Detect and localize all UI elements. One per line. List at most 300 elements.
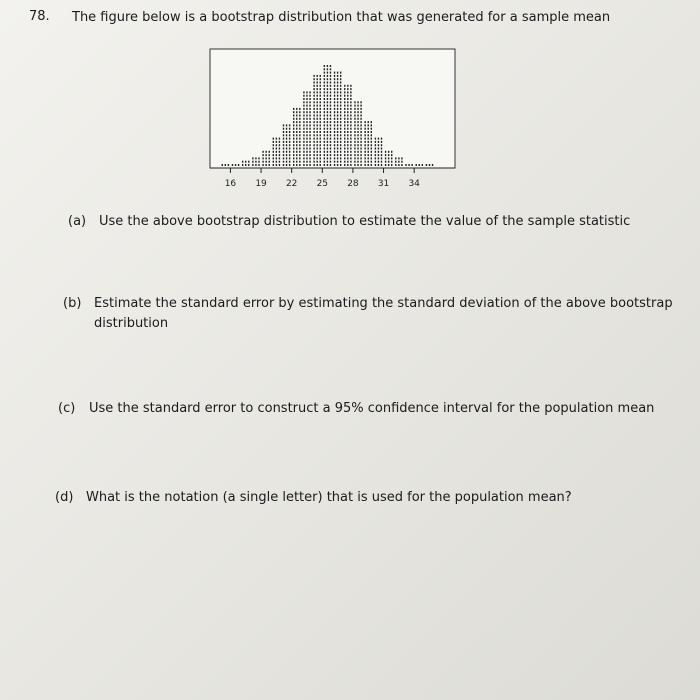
dot-21.5-0-9 [283, 134, 284, 136]
dot-22.5-1-2 [296, 157, 297, 159]
dot-28.5-1-19 [357, 101, 358, 103]
dot-30.5-1-8 [378, 138, 379, 140]
dot-20.5-1-1 [276, 161, 277, 163]
dot-23.5-1-10 [306, 131, 307, 133]
dot-27.5-1-3 [347, 154, 348, 156]
dot-25.5-2-2 [330, 157, 331, 159]
dot-32.5-0-2 [395, 157, 396, 159]
dot-23.5-2-22 [309, 91, 310, 93]
dot-25.5-2-11 [330, 128, 331, 130]
dot-28.5-0-8 [354, 138, 355, 140]
dot-24.5-1-9 [316, 134, 317, 136]
dot-28.5-0-11 [354, 128, 355, 130]
dot-29.5-2-9 [371, 134, 372, 136]
dot-24.5-0-27 [313, 75, 314, 77]
dot-30.5-2-5 [381, 148, 382, 150]
dot-24.5-1-20 [316, 98, 317, 100]
dot-24.5-1-10 [316, 131, 317, 133]
dot-22.5-2-4 [299, 151, 300, 153]
dot-25.5-2-5 [330, 148, 331, 150]
dot-29.5-0-11 [364, 128, 365, 130]
dot-22.5-0-4 [293, 151, 294, 153]
dot-23.5-0-0 [303, 164, 304, 166]
dot-25.5-2-10 [330, 131, 331, 133]
dot-32.5-2-1 [401, 161, 402, 163]
dot-27.5-1-16 [347, 111, 348, 113]
dot-27.5-0-5 [344, 148, 345, 150]
dot-23.5-1-13 [306, 121, 307, 123]
dot-24.5-0-23 [313, 88, 314, 90]
dot-30.5-0-0 [375, 164, 376, 166]
dot-26.5-0-20 [334, 98, 335, 100]
dot-21.5-2-9 [289, 134, 290, 136]
dot-24.5-2-1 [320, 161, 321, 163]
dot-23.5-0-21 [303, 95, 304, 97]
dot-27.5-0-24 [344, 85, 345, 87]
dot-26.5-0-25 [334, 82, 335, 84]
dot-27.5-0-1 [344, 161, 345, 163]
dot-18.5-0-2 [252, 157, 253, 159]
dot-23.5-2-1 [309, 161, 310, 163]
dot-29.5-2-3 [371, 154, 372, 156]
dot-25.5-1-29 [327, 68, 328, 70]
dot-22.5-1-1 [296, 161, 297, 163]
dot-27.5-1-4 [347, 151, 348, 153]
dot-31.5-2-3 [391, 154, 392, 156]
dot-31.5-2-4 [391, 151, 392, 153]
dot-25.5-1-22 [327, 91, 328, 93]
dot-25.5-1-7 [327, 141, 328, 143]
dot-27.5-1-24 [347, 85, 348, 87]
dot-22.5-1-17 [296, 108, 297, 110]
dot-24.5-1-17 [316, 108, 317, 110]
dot-23.5-1-5 [306, 148, 307, 150]
dot-25.5-0-27 [324, 75, 325, 77]
dot-26.5-2-21 [340, 95, 341, 97]
dot-19.5-1-2 [265, 157, 266, 159]
dot-22.5-2-17 [299, 108, 300, 110]
dot-21.5-2-8 [289, 138, 290, 140]
dot-28.5-1-17 [357, 108, 358, 110]
dot-18.5-1-1 [255, 161, 256, 163]
part-a-label: (a) [68, 214, 87, 229]
dot-24.5-2-5 [320, 148, 321, 150]
dot-30.5-0-8 [375, 138, 376, 140]
dot-25.5-0-5 [324, 148, 325, 150]
dot-24.5-2-0 [320, 164, 321, 166]
dot-23.5-1-4 [306, 151, 307, 153]
dot-29.5-0-2 [364, 157, 365, 159]
dot-22.5-0-11 [293, 128, 294, 130]
dot-23.5-1-17 [306, 108, 307, 110]
dot-32.5-2-2 [401, 157, 402, 159]
dot-32.5-0-0 [395, 164, 396, 166]
dot-21.5-0-11 [283, 128, 284, 130]
dot-26.5-1-21 [337, 95, 338, 97]
dot-26.5-2-9 [340, 134, 341, 136]
dot-21.5-0-5 [283, 148, 284, 150]
dot-24.5-2-12 [320, 124, 321, 126]
dot-25.5-1-24 [327, 85, 328, 87]
dot-28.5-0-7 [354, 141, 355, 143]
dot-22.5-1-6 [296, 144, 297, 146]
dot-26.5-0-18 [334, 105, 335, 107]
dot-26.5-2-20 [340, 98, 341, 100]
dot-18.5-0-1 [252, 161, 253, 163]
dot-29.5-2-11 [371, 128, 372, 130]
dot-26.5-1-25 [337, 82, 338, 84]
dot-25.5-1-27 [327, 75, 328, 77]
dot-24.5-1-26 [316, 78, 317, 80]
dot-26.5-0-1 [334, 161, 335, 163]
dot-25.5-0-30 [324, 65, 325, 67]
dot-24.5-1-0 [316, 164, 317, 166]
dot-23.5-2-9 [309, 134, 310, 136]
dot-25.5-0-6 [324, 144, 325, 146]
dot-30.5-2-1 [381, 161, 382, 163]
dot-22.5-0-5 [293, 148, 294, 150]
dot-26.5-1-26 [337, 78, 338, 80]
part-a-text: Use the above bootstrap distribution to estimate the value of the sample statistic [99, 214, 631, 229]
dot-21.5-1-10 [286, 131, 287, 133]
dot-26.5-0-23 [334, 88, 335, 90]
dot-24.5-1-2 [316, 157, 317, 159]
dot-26.5-2-11 [340, 128, 341, 130]
dot-25.5-0-15 [324, 115, 325, 117]
dot-28.5-2-10 [360, 131, 361, 133]
dot-30.5-2-8 [381, 138, 382, 140]
dot-28.5-1-13 [357, 121, 358, 123]
dot-26.5-2-14 [340, 118, 341, 120]
dot-21.5-1-8 [286, 138, 287, 140]
dot-28.5-0-12 [354, 124, 355, 126]
dot-29.5-0-13 [364, 121, 365, 123]
dot-25.5-2-19 [330, 101, 331, 103]
dot-24.5-1-22 [316, 91, 317, 93]
dot-28.5-0-17 [354, 108, 355, 110]
dot-25.5-0-0 [324, 164, 325, 166]
dot-19.5-0-0 [262, 164, 263, 166]
dot-22.5-0-10 [293, 131, 294, 133]
dot-29.5-1-0 [368, 164, 369, 166]
dot-28.5-2-1 [360, 161, 361, 163]
dot-28.5-1-4 [357, 151, 358, 153]
dot-29.5-1-7 [368, 141, 369, 143]
dot-24.5-2-4 [320, 151, 321, 153]
dot-24.5-0-14 [313, 118, 314, 120]
dot-27.5-1-17 [347, 108, 348, 110]
dot-25.5-2-4 [330, 151, 331, 153]
dot-27.5-0-13 [344, 121, 345, 123]
dot-21.5-0-7 [283, 141, 284, 143]
dot-26.5-2-17 [340, 108, 341, 110]
dot-24.5-2-6 [320, 144, 321, 146]
dot-24.5-1-14 [316, 118, 317, 120]
dot-23.5-1-2 [306, 157, 307, 159]
dot-25.5-1-8 [327, 138, 328, 140]
dot-25.5-1-10 [327, 131, 328, 133]
tick-label-16: 16 [224, 179, 237, 189]
dot-23.5-0-6 [303, 144, 304, 146]
dot-24.5-0-3 [313, 154, 314, 156]
dot-28.5-2-8 [360, 138, 361, 140]
dot-25.5-0-19 [324, 101, 325, 103]
dot-26.5-0-4 [334, 151, 335, 153]
dot-23.5-0-3 [303, 154, 304, 156]
dot-17.5-1-1 [245, 161, 246, 163]
dot-27.5-2-13 [350, 121, 351, 123]
dot-23.5-2-12 [309, 124, 310, 126]
dot-25.5-1-20 [327, 98, 328, 100]
dot-27.5-0-11 [344, 128, 345, 130]
dot-24.5-0-21 [313, 95, 314, 97]
dot-26.5-0-11 [334, 128, 335, 130]
tick-label-28: 28 [347, 179, 359, 189]
dot-19.5-2-3 [269, 154, 270, 156]
dot-20.5-0-7 [273, 141, 274, 143]
dot-18.5-2-2 [258, 157, 259, 159]
dot-16.5-2-0 [238, 164, 239, 166]
dot-23.5-0-9 [303, 134, 304, 136]
dot-25.5-1-4 [327, 151, 328, 153]
dot-20.5-2-8 [279, 138, 280, 140]
dot-22.5-0-7 [293, 141, 294, 143]
dot-24.5-2-17 [320, 108, 321, 110]
dot-20.5-2-5 [279, 148, 280, 150]
dot-19.5-1-0 [265, 164, 266, 166]
dot-23.5-1-21 [306, 95, 307, 97]
dot-23.5-2-4 [309, 151, 310, 153]
tick-label-25: 25 [316, 179, 329, 189]
dot-24.5-1-16 [316, 111, 317, 113]
dot-31.5-1-2 [388, 157, 389, 159]
dot-24.5-2-22 [320, 91, 321, 93]
dot-28.5-2-11 [360, 128, 361, 130]
dot-26.5-0-14 [334, 118, 335, 120]
dot-34.5-2-0 [422, 164, 423, 166]
dot-20.5-0-0 [273, 164, 274, 166]
dot-30.5-1-7 [378, 141, 379, 143]
dot-25.5-0-25 [324, 82, 325, 84]
dot-23.5-2-20 [309, 98, 310, 100]
dot-25.5-1-9 [327, 134, 328, 136]
dot-25.5-1-0 [327, 164, 328, 166]
dot-24.5-1-12 [316, 124, 317, 126]
dot-25.5-1-26 [327, 78, 328, 80]
dot-24.5-0-24 [313, 85, 314, 87]
dot-24.5-2-7 [320, 141, 321, 143]
dot-27.5-0-7 [344, 141, 345, 143]
dot-26.5-0-13 [334, 121, 335, 123]
dot-28.5-0-10 [354, 131, 355, 133]
bootstrap-figure [196, 46, 466, 200]
dot-27.5-1-12 [347, 124, 348, 126]
dot-27.5-0-21 [344, 95, 345, 97]
dot-30.5-2-4 [381, 151, 382, 153]
dot-26.5-1-13 [337, 121, 338, 123]
dot-23.5-0-20 [303, 98, 304, 100]
dot-26.5-2-3 [340, 154, 341, 156]
dot-27.5-2-1 [350, 161, 351, 163]
dot-19.5-0-2 [262, 157, 263, 159]
dot-20.5-1-5 [276, 148, 277, 150]
dot-21.5-1-2 [286, 157, 287, 159]
dot-24.5-1-4 [316, 151, 317, 153]
dot-22.5-0-16 [293, 111, 294, 113]
dot-26.5-1-20 [337, 98, 338, 100]
dot-21.5-0-12 [283, 124, 284, 126]
dot-30.5-1-4 [378, 151, 379, 153]
dot-25.5-2-29 [330, 68, 331, 70]
dot-24.5-0-6 [313, 144, 314, 146]
dot-23.5-1-9 [306, 134, 307, 136]
dot-18.5-2-0 [258, 164, 259, 166]
dot-26.5-1-14 [337, 118, 338, 120]
dot-20.5-1-8 [276, 138, 277, 140]
part-b-label: (b) [63, 296, 82, 311]
dot-30.5-2-6 [381, 144, 382, 146]
dot-26.5-1-19 [337, 101, 338, 103]
dot-29.5-2-0 [371, 164, 372, 166]
dot-26.5-0-0 [334, 164, 335, 166]
dot-22.5-2-3 [299, 154, 300, 156]
dot-30.5-1-0 [378, 164, 379, 166]
dot-17.5-2-0 [248, 164, 249, 166]
dot-26.5-0-17 [334, 108, 335, 110]
dot-23.5-1-16 [306, 111, 307, 113]
dot-23.5-0-18 [303, 105, 304, 107]
dot-23.5-1-1 [306, 161, 307, 163]
dot-31.5-1-0 [388, 164, 389, 166]
dot-23.5-2-21 [309, 95, 310, 97]
dot-23.5-0-14 [303, 118, 304, 120]
dot-28.5-0-4 [354, 151, 355, 153]
dot-27.5-1-0 [347, 164, 348, 166]
dot-29.5-0-6 [364, 144, 365, 146]
dot-21.5-0-2 [283, 157, 284, 159]
dot-22.5-2-8 [299, 138, 300, 140]
dot-27.5-2-3 [350, 154, 351, 156]
dot-26.5-2-15 [340, 115, 341, 117]
dot-27.5-1-8 [347, 138, 348, 140]
dot-28.5-2-3 [360, 154, 361, 156]
dot-24.5-0-17 [313, 108, 314, 110]
dot-27.5-2-0 [350, 164, 351, 166]
dot-28.5-0-6 [354, 144, 355, 146]
dot-31.5-0-0 [385, 164, 386, 166]
dot-32.5-1-0 [398, 164, 399, 166]
dot-23.5-2-16 [309, 111, 310, 113]
dot-22.5-2-2 [299, 157, 300, 159]
dot-25.5-1-11 [327, 128, 328, 130]
dot-25.5-0-14 [324, 118, 325, 120]
dot-22.5-0-17 [293, 108, 294, 110]
dot-24.5-2-9 [320, 134, 321, 136]
dot-28.5-2-16 [360, 111, 361, 113]
dot-25.5-2-3 [330, 154, 331, 156]
dot-24.5-2-16 [320, 111, 321, 113]
dot-20.5-2-1 [279, 161, 280, 163]
dot-29.5-0-12 [364, 124, 365, 126]
dot-24.5-1-23 [316, 88, 317, 90]
dot-28.5-0-9 [354, 134, 355, 136]
dot-26.5-1-9 [337, 134, 338, 136]
dot-23.5-2-13 [309, 121, 310, 123]
dot-25.5-1-23 [327, 88, 328, 90]
dot-21.5-2-12 [289, 124, 290, 126]
dot-22.5-1-10 [296, 131, 297, 133]
dot-27.5-2-18 [350, 105, 351, 107]
dot-22.5-2-15 [299, 115, 300, 117]
dot-24.5-0-2 [313, 157, 314, 159]
dot-25.5-1-30 [327, 65, 328, 67]
dot-26.5-2-6 [340, 144, 341, 146]
dot-25.5-0-9 [324, 134, 325, 136]
dot-21.5-2-2 [289, 157, 290, 159]
dot-22.5-2-7 [299, 141, 300, 143]
dot-21.5-2-11 [289, 128, 290, 130]
dot-22.5-0-14 [293, 118, 294, 120]
dot-29.5-2-12 [371, 124, 372, 126]
dot-28.5-2-13 [360, 121, 361, 123]
dot-27.5-1-20 [347, 98, 348, 100]
dot-27.5-0-4 [344, 151, 345, 153]
dot-29.5-2-6 [371, 144, 372, 146]
dot-28.5-1-2 [357, 157, 358, 159]
dot-23.5-2-0 [309, 164, 310, 166]
dot-29.5-2-5 [371, 148, 372, 150]
dot-25.5-1-2 [327, 157, 328, 159]
dot-21.5-1-3 [286, 154, 287, 156]
dot-26.5-1-7 [337, 141, 338, 143]
dot-25.5-0-24 [324, 85, 325, 87]
dot-23.5-0-5 [303, 148, 304, 150]
dot-21.5-0-4 [283, 151, 284, 153]
dot-31.5-1-1 [388, 161, 389, 163]
dot-25.5-2-9 [330, 134, 331, 136]
dot-22.5-1-7 [296, 141, 297, 143]
dot-26.5-1-6 [337, 144, 338, 146]
dot-23.5-0-19 [303, 101, 304, 103]
dot-30.5-1-2 [378, 157, 379, 159]
dot-28.5-2-6 [360, 144, 361, 146]
dot-26.5-0-24 [334, 85, 335, 87]
dot-25.5-1-17 [327, 108, 328, 110]
dot-27.5-0-19 [344, 101, 345, 103]
dot-21.5-2-0 [289, 164, 290, 166]
dot-21.5-1-11 [286, 128, 287, 130]
dot-22.5-1-13 [296, 121, 297, 123]
dot-22.5-1-14 [296, 118, 297, 120]
dot-31.5-1-4 [388, 151, 389, 153]
dot-25.5-0-23 [324, 88, 325, 90]
dot-27.5-2-6 [350, 144, 351, 146]
dot-26.5-0-7 [334, 141, 335, 143]
dot-28.5-0-15 [354, 115, 355, 117]
dot-20.5-1-6 [276, 144, 277, 146]
dot-30.5-1-1 [378, 161, 379, 163]
dot-23.5-2-6 [309, 144, 310, 146]
dot-17.5-1-0 [245, 164, 246, 166]
part-b-text: Estimate the standard error by estimating the standard deviation of the above bootstrap distribution [94, 296, 673, 331]
dot-27.5-1-19 [347, 101, 348, 103]
dot-23.5-2-18 [309, 105, 310, 107]
dot-20.5-2-4 [279, 151, 280, 153]
dot-29.5-1-8 [368, 138, 369, 140]
dot-20.5-0-6 [273, 144, 274, 146]
dot-26.5-1-11 [337, 128, 338, 130]
dot-30.5-0-2 [375, 157, 376, 159]
